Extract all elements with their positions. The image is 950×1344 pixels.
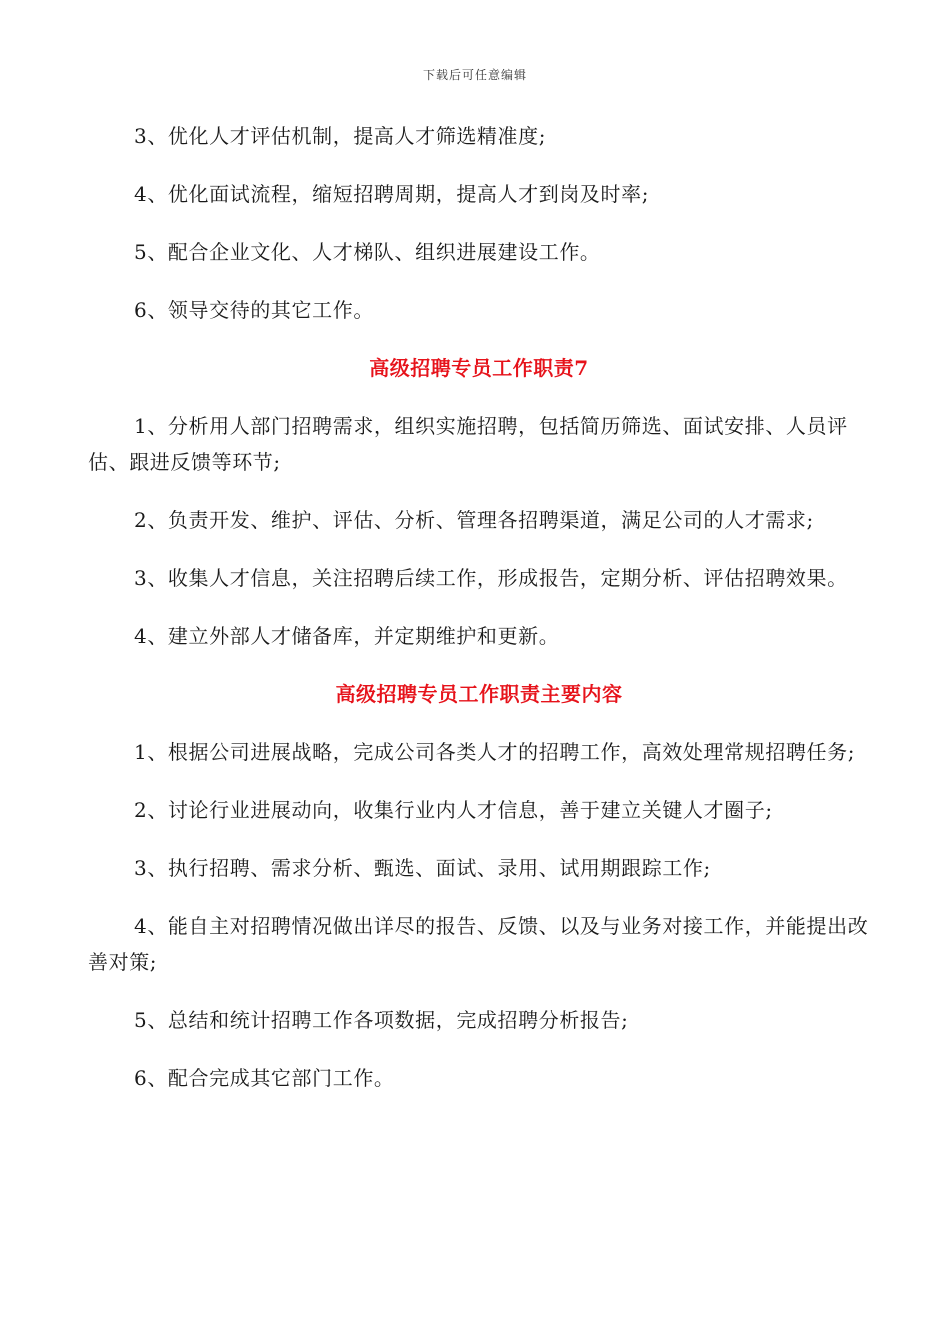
list-item: 2、负责开发、维护、评估、分析、管理各招聘渠道，满足公司的人才需求;	[134, 508, 814, 532]
section-heading-7: 高级招聘专员工作职责7	[369, 356, 589, 380]
list-item: 3、优化人才评估机制，提高人才筛选精准度;	[134, 124, 547, 148]
list-item: 4、建立外部人才储备库，并定期维护和更新。	[134, 624, 560, 648]
list-item: 5、总结和统计招聘工作各项数据，完成招聘分析报告;	[134, 1008, 629, 1032]
list-item: 3、执行招聘、需求分析、甄选、面试、录用、试用期跟踪工作;	[134, 856, 711, 880]
list-item: 4、能自主对招聘情况做出详尽的报告、反馈、以及与业务对接工作，并能提出改善对策;	[88, 914, 869, 974]
list-item: 6、配合完成其它部门工作。	[134, 1066, 395, 1090]
document-body	[88, 118, 870, 1096]
list-item: 3、收集人才信息，关注招聘后续工作，形成报告，定期分析、评估招聘效果。	[134, 566, 848, 590]
list-item: 6、领导交待的其它工作。	[134, 298, 374, 322]
section-heading-main: 高级招聘专员工作职责主要内容	[335, 682, 623, 706]
list-item: 5、配合企业文化、人才梯队、组织进展建设工作。	[134, 240, 601, 264]
header-note: 下载后可任意编辑	[422, 68, 527, 82]
list-item: 1、分析用人部门招聘需求，组织实施招聘，包括简历筛选、面试安排、人员评估、跟进反馈等环节;	[88, 414, 848, 474]
list-item: 4、优化面试流程，缩短招聘周期，提高人才到岗及时率;	[134, 182, 650, 206]
list-item: 1、根据公司进展战略，完成公司各类人才的招聘工作，高效处理常规招聘任务;	[134, 740, 856, 764]
list-item: 2、讨论行业进展动向，收集行业内人才信息，善于建立关键人才圈子;	[134, 798, 773, 822]
